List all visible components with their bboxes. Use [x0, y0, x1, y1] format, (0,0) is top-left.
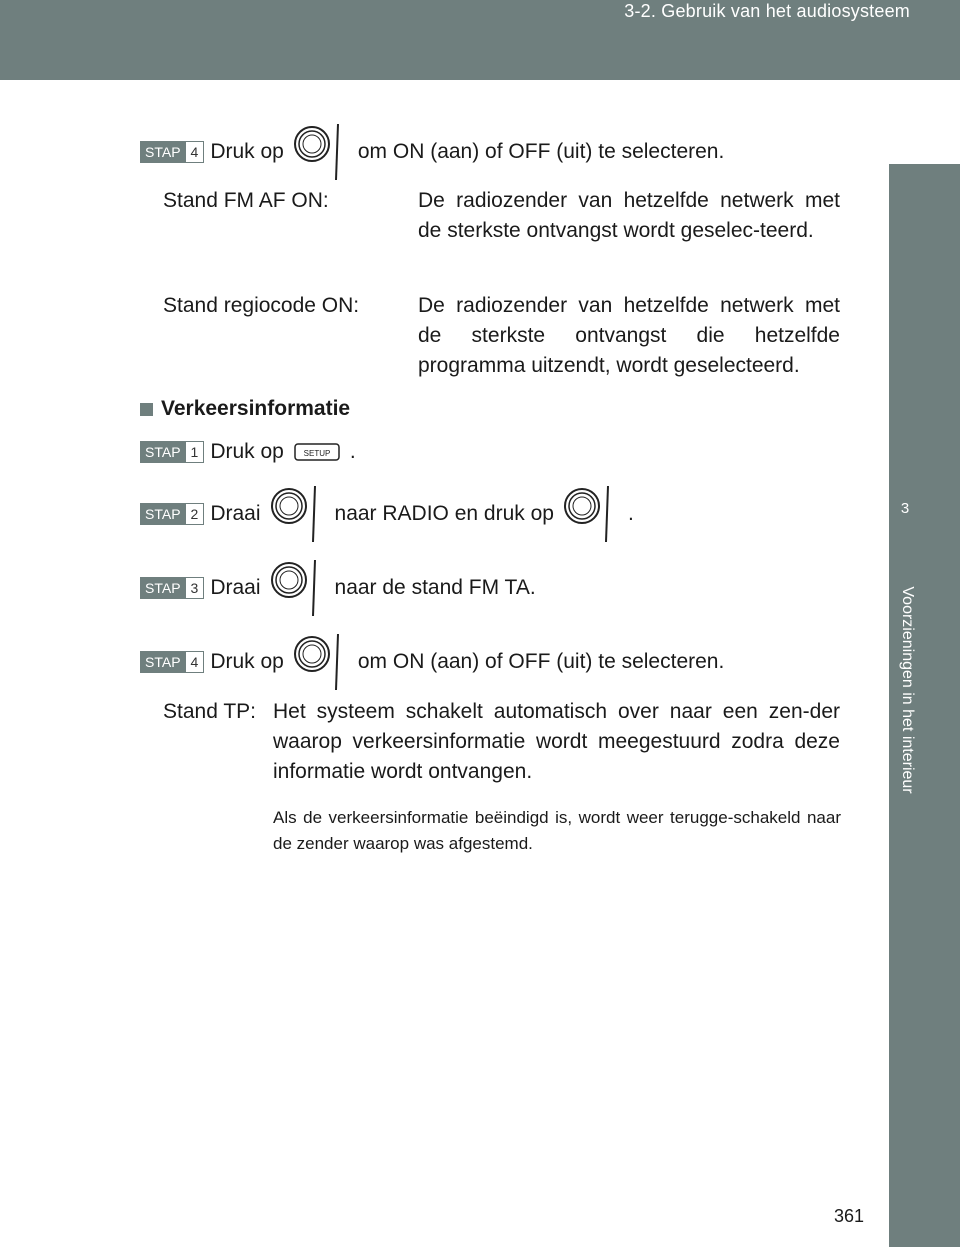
section-heading: Verkeersinformatie	[140, 397, 350, 421]
step-text: Druk op	[210, 140, 284, 163]
step-text: Draai	[210, 576, 261, 599]
step-badge: STAP 4	[140, 141, 204, 163]
step-badge: STAP 2	[140, 503, 204, 525]
step-text: Druk op	[210, 650, 284, 673]
chapter-number: 3	[900, 500, 910, 517]
step-text: naar RADIO en druk op	[334, 502, 554, 525]
step-text: Draai	[210, 502, 261, 525]
step-badge: STAP 1	[140, 441, 204, 463]
tune-knob-icon	[269, 558, 327, 618]
tune-knob-icon	[292, 122, 350, 182]
step-line	[140, 132, 724, 172]
step-text: Druk op	[210, 440, 284, 463]
step-text: naar de stand FM TA.	[334, 576, 536, 599]
step-text: .	[349, 440, 356, 463]
step-line	[140, 642, 724, 682]
tune-knob-icon	[562, 484, 620, 544]
step-badge: STAP 3	[140, 577, 204, 599]
step-line	[140, 494, 634, 534]
svg-text:SETUP: SETUP	[303, 449, 331, 458]
definition-desc: Het systeem schakelt automatisch over naar een zen-der waarop verkeersinformatie wordt meegestuurd zodra deze informatie wordt ontvangen.	[273, 700, 840, 783]
definition-term: Stand TP:	[163, 700, 257, 723]
step-line	[140, 432, 356, 472]
step-text: om ON (aan) of OFF (uit) te selecteren.	[357, 650, 725, 673]
definition-term: Stand regiocode ON:	[163, 294, 360, 317]
definition-desc: De radiozender van hetzelfde netwerk met de sterkste ontvangst die hetzelfde programma uitzendt, wordt geselecteerd.	[418, 294, 840, 377]
note-text: Als de verkeersinformatie beëindigd is, wordt weer terugge-schakeld naar de zender waarop was afgestemd.	[273, 808, 841, 853]
definition-desc: De radiozender van hetzelfde netwerk met de sterkste ontvangst wordt geselec-teerd.	[418, 189, 840, 242]
definition-row	[163, 186, 843, 276]
tune-knob-icon	[292, 632, 350, 692]
definition-row	[163, 291, 843, 381]
section-square-icon	[140, 403, 153, 416]
chapter-side-label: Voorzieningen in het interieur	[899, 586, 916, 794]
step-text: .	[627, 502, 634, 525]
tune-knob-icon	[269, 484, 327, 544]
definition-term: Stand FM AF ON:	[163, 189, 329, 212]
step-line	[140, 568, 536, 608]
setup-button-icon	[294, 442, 340, 462]
chapter-title: 3-2. Gebruik van het audiosysteem	[624, 1, 910, 21]
step-badge: STAP 4	[140, 651, 204, 673]
page-header	[0, 0, 960, 80]
definition-row	[163, 697, 843, 792]
page-number: 361	[833, 1206, 864, 1226]
step-text: om ON (aan) of OFF (uit) te selecteren.	[357, 140, 725, 163]
